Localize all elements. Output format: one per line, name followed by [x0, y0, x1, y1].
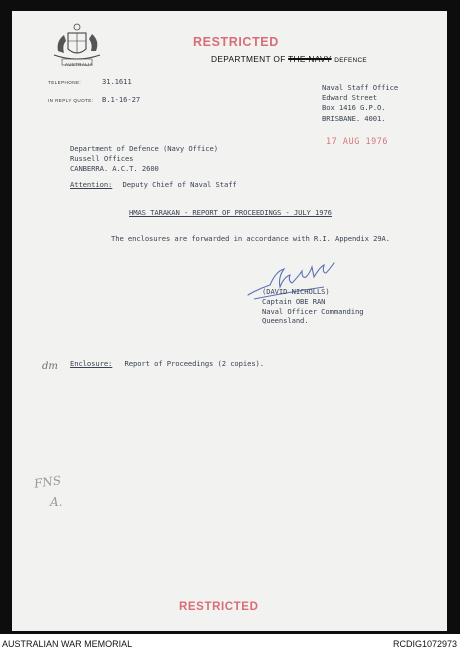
enclosure-value: Report of Proceedings (2 copies). — [124, 359, 265, 368]
subject-line: HMAS TARAKAN - REPORT OF PROCEEDINGS - JULY 1976 — [129, 208, 332, 217]
classification-stamp-bottom: RESTRICTED — [179, 601, 259, 613]
enclosure-label: Enclosure: — [70, 359, 113, 368]
recipient-line: Department of Defence (Navy Office) — [70, 144, 218, 153]
crest-label: AUSTRALIA — [65, 62, 93, 67]
reply-value: B.1-16-27 — [102, 95, 141, 104]
archive-footer — [0, 634, 460, 653]
pencil-note: FNS — [33, 473, 62, 491]
footer-reference: RCDIG1072973 — [392, 639, 457, 649]
attention-label: Attention: — [70, 180, 113, 189]
document-page — [12, 11, 447, 631]
recipient-line: CANBERRA. A.C.T. 2600 — [70, 163, 159, 173]
department-suffix: DEFENCE — [334, 57, 367, 64]
pencil-note: A. — [50, 495, 63, 509]
classification-stamp-top: RESTRICTED — [193, 35, 279, 49]
signatory-rank: Captain OBE RAN — [262, 296, 326, 306]
margin-initials: dm — [42, 361, 58, 372]
signatory-title: Naval Officer Commanding — [262, 306, 364, 316]
signatory-region: Queensland. — [262, 316, 309, 326]
body-paragraph: The enclosures are forwarded in accordance with R.I. Appendix 29A. — [111, 234, 390, 243]
address-line: BRISBANE. 4001. — [322, 113, 386, 123]
date-stamp: 17 AUG 1976 — [326, 136, 389, 146]
recipient-line: Russell Offices — [70, 153, 134, 163]
sender-address — [322, 83, 398, 124]
address-line: Naval Staff Office — [322, 83, 399, 92]
address-line: Edward Street — [322, 93, 377, 103]
department-heading — [211, 54, 367, 64]
signatory-name: (DAVID NICHOLLS) — [262, 287, 330, 296]
reply-label: IN REPLY QUOTE: — [48, 98, 94, 103]
signature-block — [262, 287, 363, 326]
department-prefix: DEPARTMENT OF — [211, 54, 286, 64]
attention-line — [70, 180, 237, 189]
telephone-label: TELEPHONE: — [48, 80, 82, 85]
address-line: Box 1416 G.P.O. — [322, 103, 386, 113]
footer-source: AUSTRALIAN WAR MEMORIAL — [2, 639, 133, 649]
recipient-block — [70, 144, 218, 173]
telephone-value: 31.1611 — [102, 77, 132, 86]
enclosure-line — [70, 359, 264, 368]
attention-value: Deputy Chief of Naval Staff — [122, 180, 237, 189]
department-struck: THE NAVY — [288, 54, 332, 64]
